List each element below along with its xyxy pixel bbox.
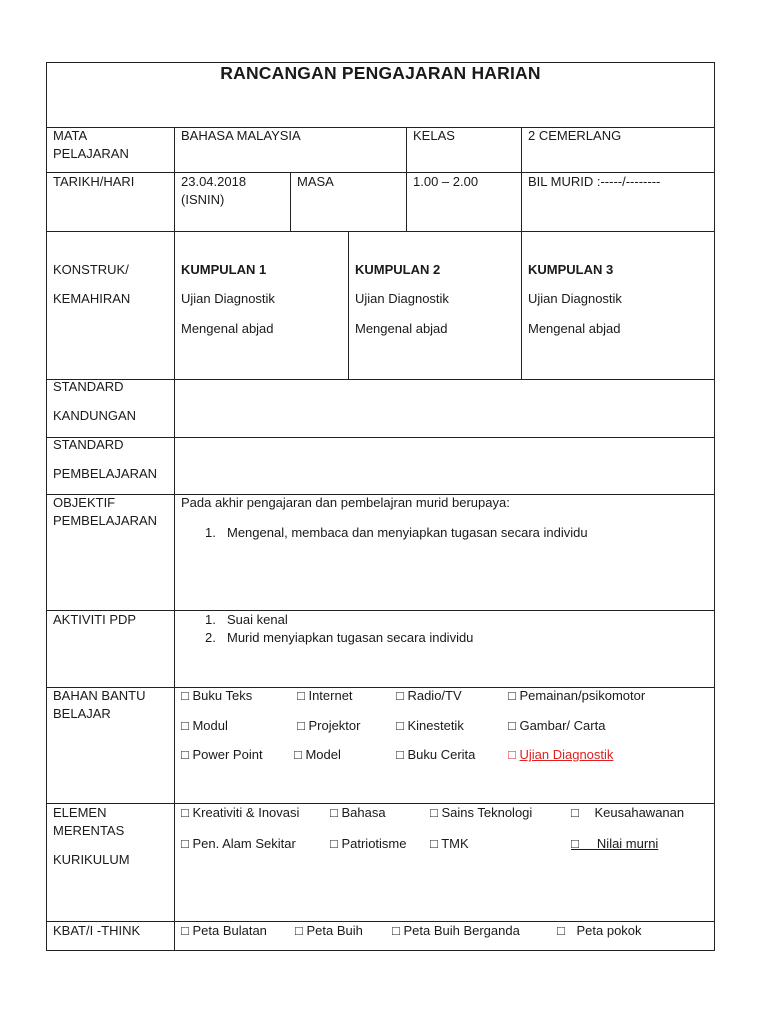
bahan-option-ujian-diagnostik[interactable] <box>508 746 613 764</box>
group-3-line2: Mengenal abjad <box>528 321 621 336</box>
aktiviti-item-number: 1. <box>205 612 216 627</box>
kbat-option-peta-buih[interactable]: □ Peta Buih <box>295 923 363 938</box>
elemen-option-kreativiti[interactable]: □ Kreativiti & Inovasi <box>181 805 300 820</box>
objektif-item-number: 1. <box>205 525 216 540</box>
konstruk-label: KONSTRUK/ <box>53 262 129 277</box>
row-divider <box>46 379 715 380</box>
column-divider <box>406 127 407 232</box>
bahan-option-projektor[interactable]: □ Projektor <box>297 718 361 733</box>
group-3-line1: Ujian Diagnostik <box>528 291 622 306</box>
standard-kandungan-label: KANDUNGAN <box>53 408 137 423</box>
column-divider <box>521 231 522 380</box>
bahan-option-gambar-carta[interactable]: □ Gambar/ Carta <box>508 718 606 733</box>
table-border-right <box>714 62 715 951</box>
bahan-option-buku-cerita[interactable]: □ Buku Cerita <box>396 747 476 762</box>
checkbox-icon: □ <box>571 805 579 820</box>
elemen-option-keusahawanan[interactable] <box>571 804 684 822</box>
objektif-item: Mengenal, membaca dan menyiapkan tugasan secara individu <box>227 525 588 540</box>
bahan-option-buku-teks[interactable]: □ Buku Teks <box>181 688 253 703</box>
elemen-option-tmk[interactable]: □ TMK <box>430 836 469 851</box>
date-value: 23.04.2018 <box>181 174 247 189</box>
table-border-bottom <box>46 950 715 951</box>
elemen-option-nilai-murni[interactable]: □ Nilai murni <box>571 836 659 851</box>
row-divider <box>46 231 715 232</box>
elemen-option-bahasa[interactable]: □ Bahasa <box>330 805 386 820</box>
aktiviti-item: Murid menyiapkan tugasan secara individu <box>227 630 474 645</box>
tarikh-label: TARIKH/HARI <box>53 174 135 189</box>
objektif-intro: Pada akhir pengajaran dan pembelajran murid berupaya: <box>181 495 510 510</box>
kbat-label: KBAT/I -THINK <box>53 923 141 938</box>
group-3-name: KUMPULAN 3 <box>528 262 614 277</box>
page-title: RANCANGAN PENGAJARAN HARIAN <box>220 63 541 83</box>
standard-pembelajaran-label: STANDARD <box>53 437 124 452</box>
group-1-line1: Ujian Diagnostik <box>181 291 275 306</box>
column-divider <box>348 231 349 380</box>
masa-label: MASA <box>297 174 334 189</box>
ujian-diagnostik-label: Ujian Diagnostik <box>519 747 614 762</box>
group-1-name: KUMPULAN 1 <box>181 262 267 277</box>
bahan-option-model[interactable]: □ Model <box>294 747 341 762</box>
row-divider <box>46 437 715 438</box>
objektif-label: OBJEKTIF <box>53 495 116 510</box>
aktiviti-item-number: 2. <box>205 630 216 645</box>
bahan-option-internet[interactable]: □ Internet <box>297 688 353 703</box>
bahan-option-modul[interactable]: □ Modul <box>181 718 228 733</box>
checkbox-icon: □ <box>557 923 565 938</box>
kbat-option-peta-buih-berganda[interactable]: □ Peta Buih Berganda <box>392 923 520 938</box>
bahan-option-kinestetik[interactable]: □ Kinestetik <box>396 718 464 733</box>
bil-murid: BIL MURID :-----/-------- <box>528 174 661 189</box>
masa-value: 1.00 – 2.00 <box>413 174 479 189</box>
mata-pelajaran-label: MATA <box>53 128 88 143</box>
standard-kandungan-label: STANDARD <box>53 379 124 394</box>
aktiviti-item: Suai kenal <box>227 612 288 627</box>
kbat-option-peta-bulatan[interactable]: □ Peta Bulatan <box>181 923 267 938</box>
row-divider <box>46 610 715 611</box>
bahan-label: BELAJAR <box>53 706 111 721</box>
column-divider <box>290 172 291 232</box>
subject-value: BAHASA MALAYSIA <box>181 128 301 143</box>
label-column-divider <box>174 127 175 951</box>
kelas-value: 2 CEMERLANG <box>528 128 622 143</box>
elemen-option-sains-teknologi[interactable]: □ Sains Teknologi <box>430 805 533 820</box>
objektif-label: PEMBELAJARAN <box>53 513 158 528</box>
aktiviti-label: AKTIVITI PDP <box>53 612 137 627</box>
kbat-option-peta-pokok[interactable] <box>557 922 642 940</box>
bahan-label: BAHAN BANTU <box>53 688 146 703</box>
day-value: (ISNIN) <box>181 192 225 207</box>
elemen-option-alam-sekitar[interactable]: □ Pen. Alam Sekitar <box>181 836 296 851</box>
elemen-label: KURIKULUM <box>53 852 130 867</box>
elemen-label: MERENTAS <box>53 823 125 838</box>
keusahawanan-label: Keusahawanan <box>594 805 685 820</box>
column-divider <box>521 127 522 232</box>
kelas-label: KELAS <box>413 128 455 143</box>
group-2-line2: Mengenal abjad <box>355 321 448 336</box>
peta-pokok-label: Peta pokok <box>576 923 642 938</box>
mata-pelajaran-label: PELAJARAN <box>53 146 129 161</box>
bahan-option-radio-tv[interactable]: □ Radio/TV <box>396 688 462 703</box>
bahan-option-pemainan[interactable]: □ Pemainan/psikomotor <box>508 688 646 703</box>
table-border-left <box>46 62 47 951</box>
group-1-line2: Mengenal abjad <box>181 321 274 336</box>
checkbox-icon: □ <box>508 747 516 762</box>
elemen-label: ELEMEN <box>53 805 107 820</box>
bahan-option-power-point[interactable]: □ Power Point <box>181 747 263 762</box>
group-2-name: KUMPULAN 2 <box>355 262 441 277</box>
standard-pembelajaran-label: PEMBELAJARAN <box>53 466 158 481</box>
elemen-option-patriotisme[interactable]: □ Patriotisme <box>330 836 407 851</box>
konstruk-label: KEMAHIRAN <box>53 291 131 306</box>
group-2-line1: Ujian Diagnostik <box>355 291 449 306</box>
